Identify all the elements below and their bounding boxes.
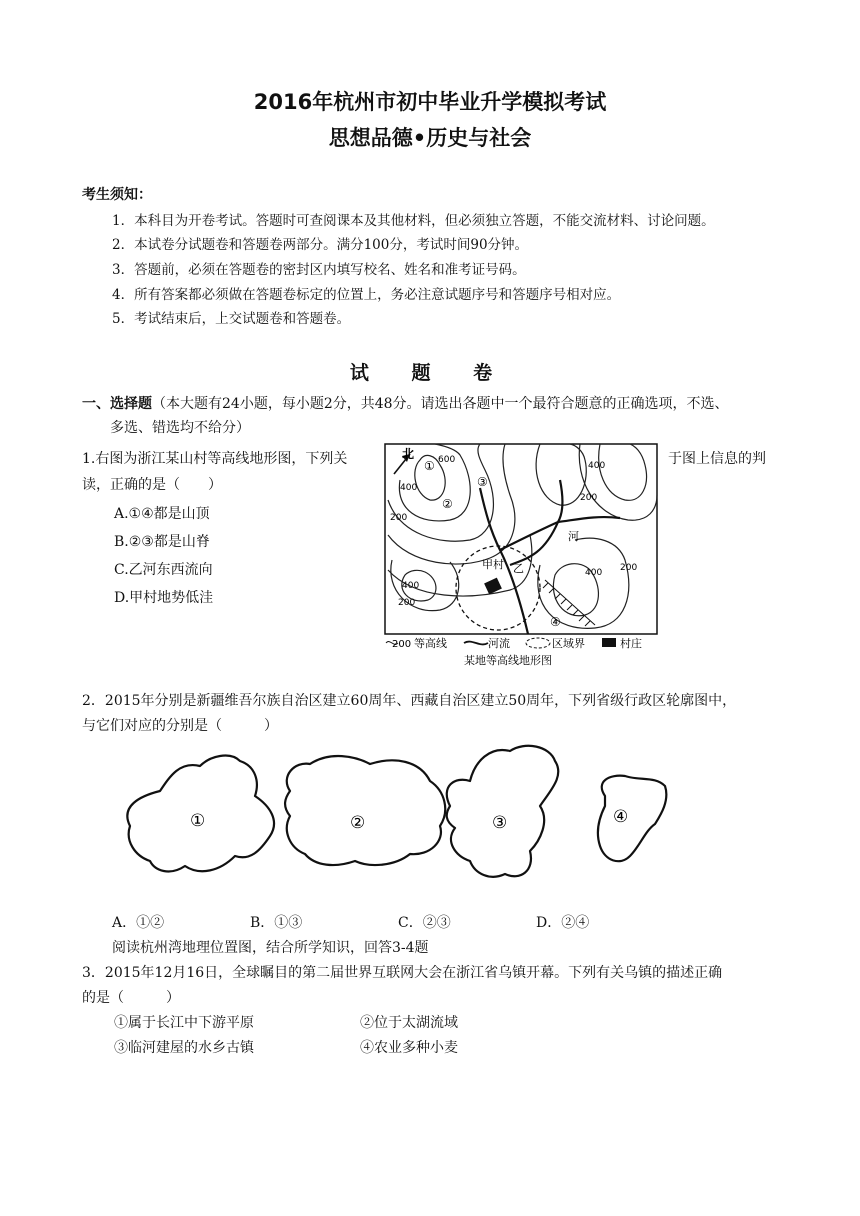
notice-item: 1．本科目为开卷考试。答题时可查阅课本及其他材料，但必须独立答题，不能交流材料、讨论问题。 [112, 213, 715, 229]
notice-item: 3．答题前，必须在答题卷的密封区内填写校名、姓名和准考证号码。 [112, 262, 526, 278]
notice-heading: 考生须知： [82, 187, 152, 203]
contour-label: 400 [585, 568, 603, 578]
legend-village: 村庄 [620, 637, 642, 650]
shape-label: ④ [613, 807, 629, 827]
north-label: 北 [402, 447, 415, 461]
contour-label: 400 [588, 461, 606, 471]
shape-label: ② [350, 813, 366, 833]
q3-line1: 3．2015年12月16日，全球瞩目的第二届世界互联网大会在浙江省乌镇开幕。下列有关乌镇的描述正确 [82, 965, 723, 981]
q2-option-b: B．①③ [250, 915, 303, 931]
page-subtitle: 思想品德•历史与社会 [328, 126, 532, 150]
map-caption: 某地等高线地形图 [464, 654, 552, 667]
q1-option-c: C.乙河东西流向 [114, 562, 213, 578]
province-outlines [110, 736, 690, 906]
page-title: 2016年杭州市初中毕业升学模拟考试 [253, 90, 607, 114]
notice-item: 4．所有答案都必须做在答题卷标定的位置上，务必注意试题序号和答题序号相对应。 [112, 287, 621, 303]
point-label: ① [424, 459, 435, 473]
contour-label: 400 [400, 483, 418, 493]
contour-label: 400 [402, 581, 420, 591]
notice-item: 2．本试卷分试题卷和答题卷两部分。满分100分，考试时间90分钟。 [112, 237, 529, 253]
reading-instruction: 阅读杭州湾地理位置图，结合所学知识，回答3-4题 [112, 940, 429, 956]
section-heading [82, 393, 729, 413]
q1-text-line2: 读，正确的是（ ） [82, 477, 222, 493]
contour-label: 200 [620, 563, 638, 573]
province-outline-4 [598, 776, 666, 862]
point-label: ③ [477, 475, 488, 489]
notice-item: 5．考试结束后，上交试题卷和答题卷。 [112, 311, 351, 327]
point-label: ④ [550, 615, 561, 629]
q3-line2: 的是（ ） [82, 990, 180, 1006]
q1-option-a: A.①④都是山顶 [114, 506, 210, 522]
q2-option-a: A．①② [112, 915, 165, 931]
q1-text-left: 1.右图为浙江某山村等高线地形图，下列关 [82, 451, 348, 467]
q2-option-c: C．②③ [398, 915, 451, 931]
q2-line2: 与它们对应的分别是（ ） [82, 718, 278, 734]
q3-item: ④农业多种小麦 [360, 1040, 458, 1056]
shape-label: ③ [492, 813, 508, 833]
q2-option-d: D．②④ [536, 915, 590, 931]
river [480, 480, 620, 634]
point-label: ② [442, 497, 453, 511]
legend-contour-value: 200 [392, 639, 412, 650]
section-label: 一、选择题 [82, 396, 152, 412]
province-outline-2 [285, 756, 445, 865]
contour-label: 200 [390, 513, 408, 523]
q2-line1: 2．2015年分别是新疆维吾尔族自治区建立60周年、西藏自治区建立50周年，下列省级行政区轮廓图中， [82, 693, 737, 709]
river-yi-label: 乙 [513, 562, 524, 575]
q1-option-b: B.②③都是山脊 [114, 534, 210, 550]
q3-item: ③临河建屋的水乡古镇 [114, 1040, 254, 1056]
legend-river: 河流 [488, 637, 510, 650]
section-desc-line2: 多选、错选均不给分） [110, 420, 250, 436]
village-label: 甲村 [482, 558, 504, 571]
river-name: 河 [568, 530, 579, 543]
q1-option-d: D.甲村地势低洼 [114, 590, 214, 606]
contour-map [380, 440, 662, 672]
contour-label: 200 [398, 598, 416, 608]
contour-label: 600 [438, 455, 456, 465]
paper-title: 试 题 卷 [349, 362, 511, 384]
section-desc: （本大题有24小题，每小题2分，共48分。请选出各题中一个最符合题意的正确选项，不选、 [152, 396, 729, 412]
map-legend [386, 636, 642, 650]
shape-label: ① [190, 811, 206, 831]
q3-item: ②位于太湖流域 [360, 1015, 458, 1031]
q3-item: ①属于长江中下游平原 [114, 1015, 254, 1031]
province-outline-3 [447, 746, 559, 877]
legend-contour: 等高线 [414, 637, 447, 650]
contour-label: 200 [580, 493, 598, 503]
q1-text-right: 于图上信息的判 [668, 451, 766, 467]
legend-boundary: 区域界 [552, 637, 585, 650]
